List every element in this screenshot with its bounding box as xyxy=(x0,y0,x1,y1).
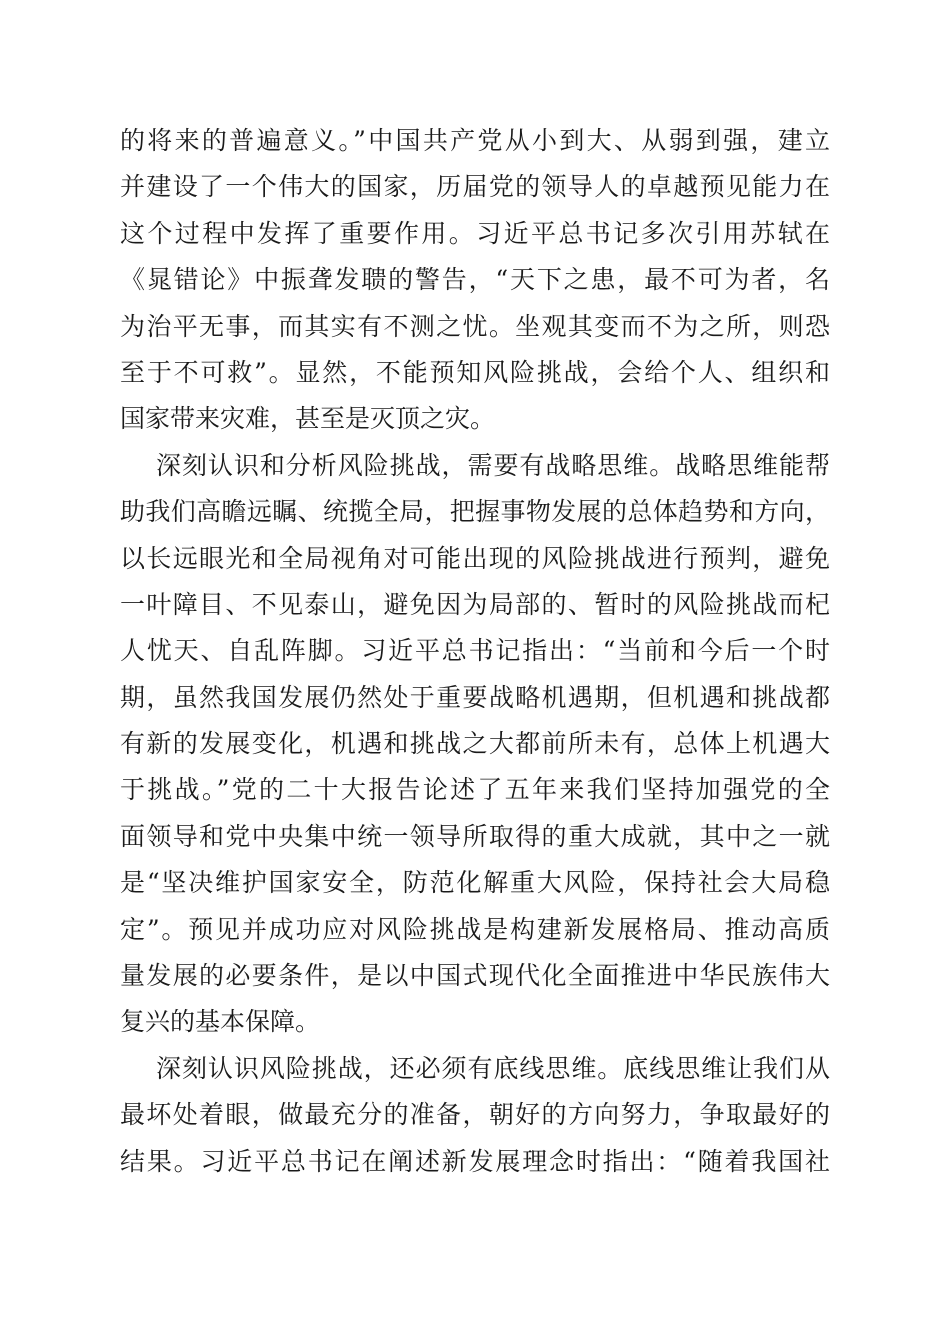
text-line: 定”。预见并成功应对风险挑战是构建新发展格局、推动高质 xyxy=(120,914,830,944)
text-line: 这个过程中发挥了重要作用。习近平总书记多次引用苏轼在 xyxy=(120,218,830,248)
text-line: 于挑战。”党的二十大报告论述了五年来我们坚持加强党的全 xyxy=(120,775,830,805)
text-line: 《晁错论》中振聋发聩的警告，“天下之患，最不可为者，名 xyxy=(120,265,830,295)
text-line: 深刻认识风险挑战，还必须有底线思维。底线思维让我们从 xyxy=(156,1053,830,1083)
text-line: 深刻认识和分析风险挑战，需要有战略思维。战略思维能帮 xyxy=(156,450,830,480)
text-line: 面领导和党中央集中统一领导所取得的重大成就，其中之一就 xyxy=(120,821,830,851)
text-line: 一叶障目、不见泰山，避免因为局部的、暂时的风险挑战而杞 xyxy=(120,589,830,619)
text-line: 以长远眼光和全局视角对可能出现的风险挑战进行预判，避免 xyxy=(120,543,830,573)
text-line: 助我们高瞻远瞩、统揽全局，把握事物发展的总体趋势和方向， xyxy=(120,497,830,527)
document-body-text xyxy=(120,118,830,1185)
text-line: 结果。习近平总书记在阐述新发展理念时指出：“随着我国社 xyxy=(120,1146,830,1176)
text-line: 最坏处着眼，做最充分的准备，朝好的方向努力，争取最好的 xyxy=(120,1100,830,1130)
text-line: 为治平无事，而其实有不测之忧。坐观其变而不为之所，则恐 xyxy=(120,311,830,341)
text-line: 人忧天、自乱阵脚。习近平总书记指出：“当前和今后一个时 xyxy=(120,636,830,666)
text-line: 的将来的普遍意义。”中国共产党从小到大、从弱到强，建立 xyxy=(120,126,830,155)
text-line: 国家带来灾难，甚至是灭顶之灾。 xyxy=(120,404,496,434)
text-line: 量发展的必要条件，是以中国式现代化全面推进中华民族伟大 xyxy=(120,961,830,991)
text-line: 期，虽然我国发展仍然处于重要战略机遇期，但机遇和挑战都 xyxy=(120,682,830,712)
text-line: 至于不可救”。显然，不能预知风险挑战，会给个人、组织和 xyxy=(120,357,830,387)
text-line: 复兴的基本保障。 xyxy=(120,1007,321,1037)
text-line: 并建设了一个伟大的国家，历届党的领导人的卓越预见能力在 xyxy=(120,172,830,202)
text-line: 有新的发展变化，机遇和挑战之大都前所未有，总体上机遇大 xyxy=(120,729,830,759)
text-line: 是“坚决维护国家安全，防范化解重大风险，保持社会大局稳 xyxy=(120,868,830,898)
